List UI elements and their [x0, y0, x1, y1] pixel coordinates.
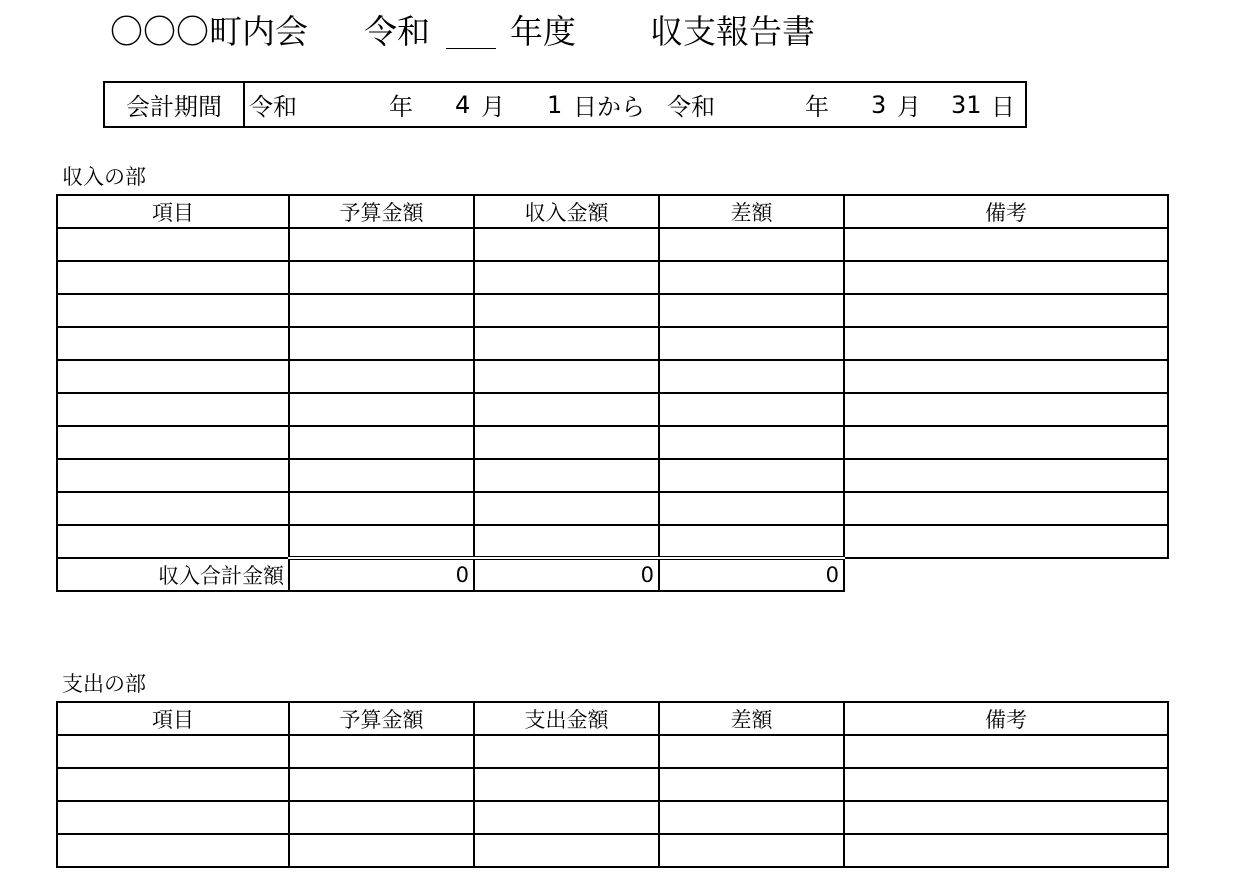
- expense-row: [57, 768, 1168, 801]
- income-cell-item[interactable]: [57, 393, 289, 426]
- period-start-day: 1: [547, 90, 563, 119]
- period-start-month-unit: 月: [481, 93, 505, 121]
- period-end-month: 3: [871, 90, 887, 119]
- income-cell-difference[interactable]: [659, 459, 844, 492]
- accounting-period-box: [103, 81, 1027, 128]
- income-row: [57, 360, 1168, 393]
- expense-cell-amount[interactable]: [474, 801, 659, 834]
- expense-section-title: 支出の部: [62, 672, 146, 696]
- period-start-era: 令和: [249, 93, 297, 121]
- income-cell-remarks[interactable]: [844, 459, 1168, 492]
- expense-cell-budget[interactable]: [289, 735, 474, 768]
- income-cell-budget[interactable]: [289, 525, 474, 558]
- income-cell-budget[interactable]: [289, 360, 474, 393]
- title-year-suffix: 年度: [510, 12, 576, 51]
- income-header-item: 項目: [57, 195, 289, 228]
- period-start-year-unit: 年: [389, 93, 413, 121]
- fiscal-year-blank[interactable]: [446, 47, 496, 49]
- expense-row: [57, 801, 1168, 834]
- expense-cell-difference[interactable]: [659, 801, 844, 834]
- income-table: [56, 194, 1169, 592]
- period-end-era: 令和: [667, 93, 715, 121]
- income-total-label: 収入合計金額: [57, 558, 289, 591]
- income-cell-remarks[interactable]: [844, 525, 1168, 558]
- expense-cell-remarks[interactable]: [844, 735, 1168, 768]
- period-end-year-unit: 年: [805, 93, 829, 121]
- income-cell-difference[interactable]: [659, 294, 844, 327]
- income-cell-amount[interactable]: [474, 459, 659, 492]
- income-row: [57, 459, 1168, 492]
- income-cell-difference[interactable]: [659, 525, 844, 558]
- period-end-day: 31: [951, 90, 982, 119]
- income-cell-remarks[interactable]: [844, 426, 1168, 459]
- expense-cell-item[interactable]: [57, 801, 289, 834]
- income-cell-amount[interactable]: [474, 261, 659, 294]
- report-title: [110, 10, 815, 54]
- income-cell-item[interactable]: [57, 228, 289, 261]
- expense-cell-item[interactable]: [57, 735, 289, 768]
- income-cell-amount[interactable]: [474, 294, 659, 327]
- income-total-difference: 0: [659, 558, 844, 591]
- income-row: [57, 327, 1168, 360]
- expense-row: [57, 735, 1168, 768]
- income-cell-remarks[interactable]: [844, 228, 1168, 261]
- period-start-day-unit: 日から: [573, 93, 645, 121]
- income-cell-item[interactable]: [57, 492, 289, 525]
- income-cell-amount[interactable]: [474, 360, 659, 393]
- income-cell-remarks[interactable]: [844, 492, 1168, 525]
- expense-cell-budget[interactable]: [289, 834, 474, 867]
- income-cell-budget[interactable]: [289, 294, 474, 327]
- income-cell-remarks[interactable]: [844, 393, 1168, 426]
- income-row: [57, 228, 1168, 261]
- period-end-day-unit: 日: [991, 93, 1015, 121]
- income-total-row: [57, 558, 1168, 591]
- income-cell-amount[interactable]: [474, 492, 659, 525]
- income-cell-difference[interactable]: [659, 360, 844, 393]
- expense-cell-difference[interactable]: [659, 735, 844, 768]
- income-cell-amount[interactable]: [474, 228, 659, 261]
- income-cell-amount[interactable]: [474, 525, 659, 558]
- expense-cell-item[interactable]: [57, 834, 289, 867]
- expense-cell-item[interactable]: [57, 768, 289, 801]
- income-cell-remarks[interactable]: [844, 327, 1168, 360]
- income-cell-budget[interactable]: [289, 327, 474, 360]
- income-cell-difference[interactable]: [659, 426, 844, 459]
- expense-header-difference: 差額: [659, 702, 844, 735]
- expense-cell-budget[interactable]: [289, 801, 474, 834]
- income-cell-difference[interactable]: [659, 261, 844, 294]
- expense-cell-budget[interactable]: [289, 768, 474, 801]
- period-start-month: 4: [455, 90, 471, 119]
- income-cell-item[interactable]: [57, 261, 289, 294]
- income-total-blank: [844, 558, 1168, 591]
- expense-cell-remarks[interactable]: [844, 801, 1168, 834]
- income-row: [57, 525, 1168, 558]
- income-cell-amount[interactable]: [474, 327, 659, 360]
- expense-table: [56, 701, 1169, 868]
- income-cell-amount[interactable]: [474, 393, 659, 426]
- income-cell-remarks[interactable]: [844, 261, 1168, 294]
- income-header-amount: 収入金額: [474, 195, 659, 228]
- income-section-title: 収入の部: [62, 165, 146, 189]
- income-cell-item[interactable]: [57, 525, 289, 558]
- income-row: [57, 426, 1168, 459]
- income-row: [57, 393, 1168, 426]
- income-cell-difference[interactable]: [659, 492, 844, 525]
- income-header-difference: 差額: [659, 195, 844, 228]
- income-total-budget: 0: [289, 558, 474, 591]
- expense-header-item: 項目: [57, 702, 289, 735]
- expense-cell-remarks[interactable]: [844, 834, 1168, 867]
- income-cell-budget[interactable]: [289, 393, 474, 426]
- expense-header-row: [57, 702, 1168, 735]
- expense-cell-amount[interactable]: [474, 735, 659, 768]
- expense-header-amount: 支出金額: [474, 702, 659, 735]
- income-cell-item[interactable]: [57, 459, 289, 492]
- org-name: 〇〇〇町内会: [110, 12, 308, 51]
- income-cell-budget[interactable]: [289, 459, 474, 492]
- income-cell-item[interactable]: [57, 360, 289, 393]
- income-cell-remarks[interactable]: [844, 360, 1168, 393]
- income-header-remarks: 備考: [844, 195, 1168, 228]
- expense-row: [57, 834, 1168, 867]
- income-cell-remarks[interactable]: [844, 294, 1168, 327]
- income-total-amount: 0: [474, 558, 659, 591]
- expense-cell-amount[interactable]: [474, 768, 659, 801]
- income-row: [57, 294, 1168, 327]
- period-label: 会計期間: [105, 83, 245, 126]
- income-cell-budget[interactable]: [289, 492, 474, 525]
- income-cell-budget[interactable]: [289, 261, 474, 294]
- income-header-row: [57, 195, 1168, 228]
- title-report: 収支報告書: [650, 12, 815, 51]
- expense-cell-amount[interactable]: [474, 834, 659, 867]
- expense-cell-difference[interactable]: [659, 834, 844, 867]
- income-cell-amount[interactable]: [474, 426, 659, 459]
- income-cell-difference[interactable]: [659, 228, 844, 261]
- income-cell-item[interactable]: [57, 327, 289, 360]
- income-cell-item[interactable]: [57, 294, 289, 327]
- period-end-month-unit: 月: [897, 93, 921, 121]
- income-cell-difference[interactable]: [659, 393, 844, 426]
- income-cell-budget[interactable]: [289, 228, 474, 261]
- expense-cell-difference[interactable]: [659, 768, 844, 801]
- income-cell-item[interactable]: [57, 426, 289, 459]
- income-cell-budget[interactable]: [289, 426, 474, 459]
- expense-header-budget: 予算金額: [289, 702, 474, 735]
- income-row: [57, 261, 1168, 294]
- income-header-budget: 予算金額: [289, 195, 474, 228]
- income-row: [57, 492, 1168, 525]
- expense-cell-remarks[interactable]: [844, 768, 1168, 801]
- income-cell-difference[interactable]: [659, 327, 844, 360]
- title-era: 令和: [364, 12, 430, 51]
- expense-header-remarks: 備考: [844, 702, 1168, 735]
